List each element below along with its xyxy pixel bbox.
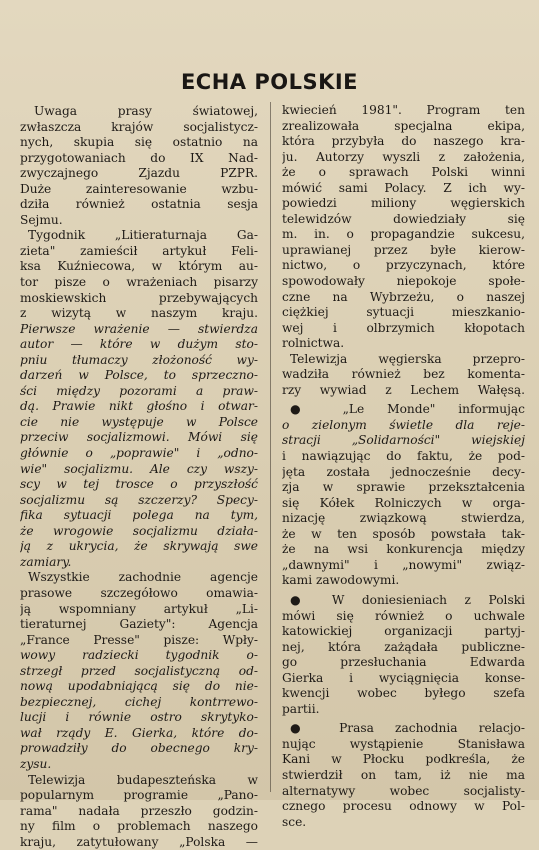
text-line: Kani w Płocku podkreśla, że xyxy=(282,752,525,767)
text-line: i nawiązując do faktu, że pod- xyxy=(282,449,525,464)
text-line: ny film o problemach naszego xyxy=(20,819,258,834)
text-line: moskiewskich przebywających xyxy=(20,290,258,305)
text-line: telewidzów dowiedziały się xyxy=(282,211,525,226)
text-line: Gierka i wyciągnięcia konse- xyxy=(282,670,525,685)
text-line: wadziła również bez komenta- xyxy=(282,367,525,382)
text-line: stracji „Solidarności" wiejskiej xyxy=(282,433,525,448)
text-line: ● „Le Monde" informując xyxy=(290,402,525,417)
text-line: wie" socjalizmu. Ale czy wszy- xyxy=(20,461,258,476)
text-line: przeciw socjalizmowi. Mówi się xyxy=(20,430,258,445)
text-line: z wizytą w naszym kraju. xyxy=(20,306,258,321)
text-line: zwyczajnego Zjazdu PZPR. xyxy=(20,166,258,181)
text-line: cie nie występuje w Polsce xyxy=(20,414,258,429)
text-line: powiedzi miliony węgierskich xyxy=(282,196,525,211)
text-line: fika sytuacji polega na tym, xyxy=(20,508,258,523)
text-line: ją z ukrycia, że skrywają swe xyxy=(20,539,258,554)
text-line: scy w tej trosce o przyszłość xyxy=(20,477,258,492)
text-line: spowodowały niepokoje społe- xyxy=(282,274,525,289)
text-line: dziła również ostatnia sesja xyxy=(20,197,258,212)
text-line: kwiecień 1981". Program ten xyxy=(282,103,525,117)
text-line: nej, która zażądała publiczne- xyxy=(282,639,525,654)
text-line: Telewizja węgierska przepro- xyxy=(290,351,525,366)
text-line: darzeń w Polsce, to sprzeczno- xyxy=(20,368,258,383)
text-line: Wszystkie zachodnie agencje xyxy=(28,570,258,585)
text-line: Sejmu. xyxy=(20,212,63,227)
text-line: rzy wywiad z Lechem Wałęsą. xyxy=(282,382,525,397)
text-line: Pierwsze wrażenie — stwierdza xyxy=(20,321,258,336)
text-line: nych, skupia się ostatnio na xyxy=(20,135,258,150)
text-line: dą. Prawie nikt głośno i otwar- xyxy=(20,399,258,414)
text-line: nując wystąpienie Stanisława xyxy=(282,736,525,751)
text-line: „dawnymi" i „nowymi" związ- xyxy=(282,557,525,572)
text-line: autor — które w dużym sto- xyxy=(20,337,258,352)
text-line: tor pisze o wrażeniach pisarzy xyxy=(20,275,258,290)
text-line: Telewizja budapeszteńska w xyxy=(28,772,258,787)
text-line: prowadziły do obecnego kry- xyxy=(20,741,258,756)
text-line: uprawianej przez byłe kierow- xyxy=(282,242,525,257)
text-line: cznego procesu odnowy w Pol- xyxy=(282,799,525,814)
text-line: zamiary. xyxy=(20,554,72,569)
left-column xyxy=(20,104,258,850)
text-line: socjalizmu są szczerzy? Specy- xyxy=(20,492,258,507)
right-column xyxy=(282,103,525,830)
text-line: nizację związkową stwierdza, xyxy=(282,511,525,526)
text-line: ● Prasa zachodnia relacjo- xyxy=(290,721,525,736)
text-line: zrealizowała specjalna ekipa, xyxy=(282,118,525,133)
text-line: że o sprawach Polski winni xyxy=(282,165,525,180)
text-line: która przybyła do naszego kra- xyxy=(282,134,525,149)
text-line: Uwaga prasy światowej, xyxy=(34,104,258,118)
text-line: ju. Autorzy wyszli z założenia, xyxy=(282,149,525,164)
text-line: prasowe szczegółowo omawia- xyxy=(20,585,258,600)
text-line: nictwo, o przyczynach, które xyxy=(282,258,525,273)
text-line: ● W doniesieniach z Polski xyxy=(290,592,525,607)
text-line: m. in. o propagandzie sukcesu, xyxy=(282,227,525,242)
text-line: bezpiecznej, cichej kontrrewo- xyxy=(20,694,258,709)
text-line: nową upodabniającą się do nie- xyxy=(20,679,258,694)
text-line: wowy radziecki tygodnik o- xyxy=(20,648,258,663)
text-line: się Kółek Rolniczych w orga- xyxy=(282,495,525,510)
text-line: o zielonym świetle dla reje- xyxy=(282,417,525,432)
text-line: lucji i równie ostro skrytyko- xyxy=(20,710,258,725)
text-line: ści między pozorami a praw- xyxy=(20,383,258,398)
text-line: pniu tłumaczy złożoność wy- xyxy=(20,352,258,367)
text-line: zja w sprawie przekształcenia xyxy=(282,480,525,495)
text-line: partii. xyxy=(282,701,320,716)
text-line: rolnictwa. xyxy=(282,336,345,351)
text-line: ją wspomniany artykuł „Li- xyxy=(20,601,258,616)
text-line: że w ten sposób powstała tak- xyxy=(282,526,525,541)
text-line: jęta została jednocześnie decy- xyxy=(282,464,525,479)
text-line: zysu. xyxy=(20,756,52,771)
text-line: stwierdził on tam, iż nie ma xyxy=(282,767,525,782)
text-line: rama" nadała przeszło godzin- xyxy=(20,803,258,818)
text-line: ciężkiej sytuacji mieszkanio- xyxy=(282,305,525,320)
text-line: Tygodnik „Litieraturnaja Ga- xyxy=(28,228,258,243)
text-line: popularnym programie „Pano- xyxy=(20,788,258,803)
text-line: mówić sami Polacy. Z ich wy- xyxy=(282,180,525,195)
text-line: ksa Kuźniecowa, w którym au- xyxy=(20,259,258,274)
text-line: zwłaszcza krajów socjalistycz- xyxy=(20,119,258,134)
text-line: katowickiej organizacji partyj- xyxy=(282,624,525,639)
column-divider xyxy=(270,102,271,792)
text-line: głównie o „poprawie" i „odno- xyxy=(20,446,258,461)
text-line: tieraturnej Gaziety": Agencja xyxy=(20,617,258,632)
text-line: wej i olbrzymich kłopotach xyxy=(282,320,525,335)
text-line: strzegł przed socjalistyczną od- xyxy=(20,663,258,678)
article-heading: ECHA POLSKIE xyxy=(180,70,359,94)
text-line: Duże zainteresowanie wzbu- xyxy=(20,181,258,196)
text-line: kraju, zatytułowany „Polska — xyxy=(20,834,258,849)
text-line: go przesłuchania Edwarda xyxy=(282,655,525,670)
text-line: alternatywy wobec socjalisty- xyxy=(282,783,525,798)
text-line: kwencji wobec byłego szefa xyxy=(282,686,525,701)
text-line: czne na Wybrzeżu, o naszej xyxy=(282,289,525,304)
text-line: wał rządy E. Gierka, które do- xyxy=(20,725,258,740)
text-line: mówi się również o uchwale xyxy=(282,608,525,623)
text-line: sce. xyxy=(282,814,307,829)
text-line: kami zawodowymi. xyxy=(282,573,400,588)
text-line: że na wsi konkurencja między xyxy=(282,542,525,557)
text-line: zieta" zamieścił artykuł Feli- xyxy=(20,243,258,258)
text-line: że wrogowie socjalizmu działa- xyxy=(20,523,258,538)
text-line: „France Presse" pisze: Wpły- xyxy=(20,632,258,647)
text-line: przygotowaniach do IX Nad- xyxy=(20,150,258,165)
